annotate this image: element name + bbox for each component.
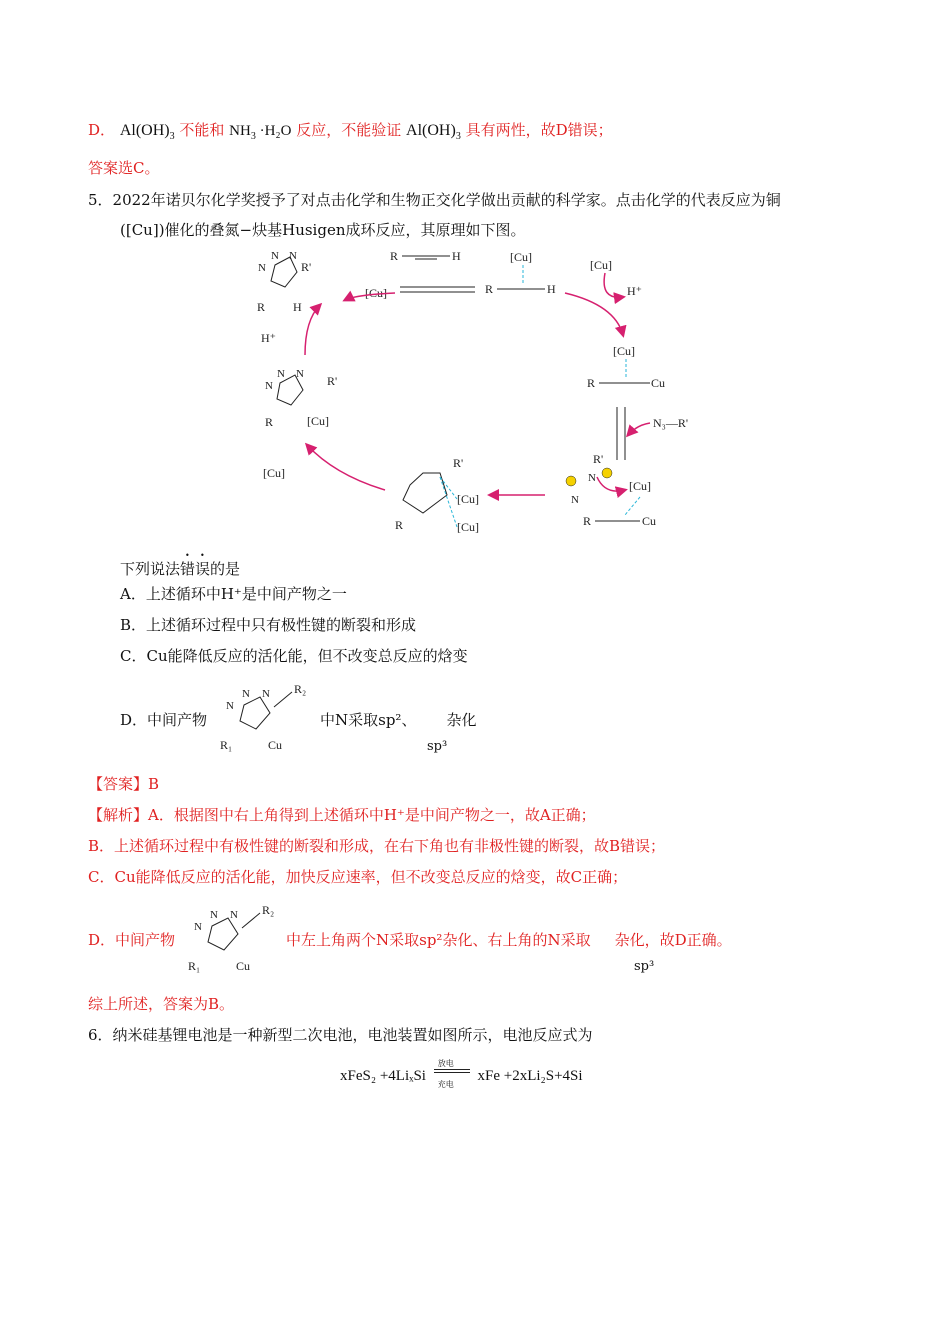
svg-text:[Cu]: [Cu] bbox=[457, 492, 479, 506]
svg-text:H⁺: H⁺ bbox=[627, 284, 642, 298]
svg-text:H: H bbox=[452, 249, 461, 263]
intermediate-structure bbox=[212, 677, 322, 757]
answer5-analysis-a: 【解析】A．根据图中右上角得到上述循环中H⁺是中间产物之一，故A正确； bbox=[88, 806, 596, 824]
svg-text:R₁: R₁ bbox=[220, 738, 233, 752]
svg-text:H: H bbox=[547, 282, 556, 296]
catalytic-cycle-diagram bbox=[245, 245, 705, 545]
q5-ask: 下列说法错误的是 bbox=[120, 560, 241, 578]
svg-text:N₃—R': N₃—R' bbox=[653, 416, 689, 430]
q5-option-d: D．中间产物 bbox=[120, 711, 208, 729]
svg-text:N: N bbox=[277, 368, 285, 380]
q6-stem: 6．纳米硅基锂电池是一种新型二次电池，电池装置如图所示，电池反应式为 bbox=[88, 1026, 593, 1044]
svg-text:H: H bbox=[293, 300, 302, 314]
svg-text:N: N bbox=[242, 688, 250, 700]
nh3-h2o-formula: $NH_3 \cdot H_2O$ bbox=[229, 123, 292, 142]
svg-text:[Cu]: [Cu] bbox=[263, 466, 285, 480]
svg-text:Cu: Cu bbox=[268, 738, 283, 752]
svg-text:N: N bbox=[210, 909, 218, 921]
q5-option-b: B．上述循环过程中只有极性键的断裂和形成 bbox=[120, 616, 417, 634]
q6-equation: xFeS₂ +4LiₓSi 放电 充电 xFe +2xLi₂S+4Si bbox=[340, 1059, 583, 1089]
svg-text:R': R' bbox=[453, 456, 464, 470]
svg-text:R': R' bbox=[327, 374, 338, 388]
svg-text:R: R bbox=[257, 300, 266, 314]
q5-option-d-post: 中N采取sp²、 杂化 bbox=[320, 711, 477, 729]
svg-text:N: N bbox=[258, 262, 266, 274]
svg-text:[Cu]: [Cu] bbox=[510, 250, 532, 264]
q5-stem-line1: 5．2022年诺贝尔化学奖授予了对点击化学和生物正交化学做出贡献的科学家。点击化学的代表反应为铜 bbox=[88, 191, 781, 209]
answer5-analysis-c: C．Cu能降低反应的活化能，加快反应速率，但不改变总反应的焓变，故C正确； bbox=[88, 868, 628, 886]
svg-text:R: R bbox=[583, 514, 592, 528]
svg-text:Cu: Cu bbox=[651, 376, 666, 390]
answer5-summary: 综上所述，答案为B。 bbox=[88, 995, 235, 1013]
svg-text:Cu: Cu bbox=[236, 959, 251, 973]
svg-text:R₁: R₁ bbox=[188, 959, 201, 973]
answer5-sp3: sp³ bbox=[634, 959, 655, 974]
answer5-analysis-d-post: 中左上角两个N采取sp²杂化、右上角的N采取 杂化，故D正确。 bbox=[286, 931, 732, 949]
svg-text:N: N bbox=[194, 921, 202, 933]
svg-text:N: N bbox=[262, 688, 270, 700]
prev-option-d: D． $Al(OH)_3$ 不能和 $NH_3 \cdot H_2O$ 反应，不能验证 $Al(OH)_3$ 具有两性，故D错误； bbox=[88, 121, 613, 142]
triazole-product bbox=[257, 250, 311, 314]
svg-text:R': R' bbox=[593, 452, 604, 466]
svg-text:N: N bbox=[296, 368, 304, 380]
svg-text:R: R bbox=[390, 249, 399, 263]
svg-text:[Cu]: [Cu] bbox=[307, 414, 329, 428]
svg-text:N: N bbox=[230, 909, 238, 921]
svg-text:R: R bbox=[587, 376, 596, 390]
svg-text:N: N bbox=[289, 250, 297, 262]
svg-text:R₂: R₂ bbox=[294, 682, 307, 696]
svg-text:[Cu]: [Cu] bbox=[590, 258, 612, 272]
q5-stem-line2: ([Cu])催化的叠氮−炔基Husigen成环反应，其原理如下图。 bbox=[120, 221, 526, 239]
svg-text:Cu: Cu bbox=[642, 514, 657, 528]
svg-text:R: R bbox=[265, 415, 274, 429]
intermediate-structure-2 bbox=[180, 898, 290, 978]
al-oh3-formula-2: $Al(OH)_3$ bbox=[406, 122, 461, 142]
svg-text:[Cu]: [Cu] bbox=[613, 344, 635, 358]
al-oh3-formula: $Al(OH)_3$ bbox=[119, 122, 175, 142]
svg-text:R: R bbox=[395, 518, 404, 532]
q5-option-c: C．Cu能降低反应的活化能，但不改变总反应的焓变 bbox=[120, 647, 468, 665]
svg-text:R: R bbox=[485, 282, 494, 296]
prev-conclusion: 答案选C。 bbox=[88, 159, 160, 177]
svg-text:[Cu]: [Cu] bbox=[365, 286, 387, 300]
svg-text:N: N bbox=[271, 250, 279, 262]
answer5-analysis-b: B．上述循环过程中有极性键的断裂和形成，在右下角也有非极性键的断裂，故B错误； bbox=[88, 837, 666, 855]
reversible-arrow: 放电 充电 bbox=[430, 1060, 474, 1080]
svg-text:R₂: R₂ bbox=[262, 903, 275, 917]
answer5: 【答案】B bbox=[88, 775, 160, 793]
q5-option-a: A．上述循环中H⁺是中间产物之一 bbox=[120, 585, 347, 603]
svg-text:R': R' bbox=[301, 260, 312, 274]
q5-option-d-sp3: sp³ bbox=[427, 739, 448, 754]
svg-text:N: N bbox=[588, 472, 596, 484]
svg-text:N: N bbox=[226, 700, 234, 712]
svg-text:[Cu]: [Cu] bbox=[629, 479, 651, 493]
svg-text:N: N bbox=[571, 494, 579, 506]
svg-text:H⁺: H⁺ bbox=[261, 331, 276, 345]
svg-text:[Cu]: [Cu] bbox=[457, 520, 479, 534]
svg-text:N: N bbox=[265, 380, 273, 392]
answer5-analysis-d: D．中间产物 bbox=[88, 931, 176, 949]
